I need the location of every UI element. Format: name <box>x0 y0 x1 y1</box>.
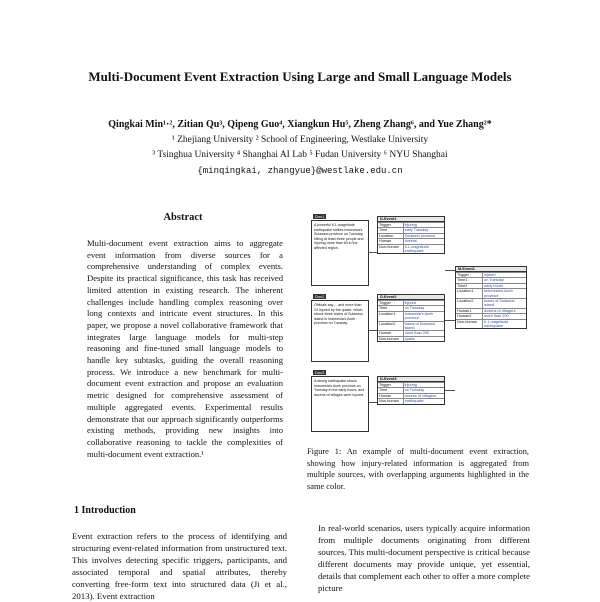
event-argument: quake <box>403 336 444 341</box>
contact-email: {minqingkai, zhangyue}@westlake.edu.cn <box>197 166 403 176</box>
event-role: Human <box>378 393 403 398</box>
document-box: A strong earthquake struck Indonesia's Aceh province on Tuesday in the early hours, and dozens of villages were injured. <box>311 376 369 432</box>
figure-caption: Figure 1: An example of multi-document event extraction, showing how injury-related information is aggregated from multiple sources, with overlapping arguments highlighted in the same color. <box>307 447 529 491</box>
event-role: Trigger <box>378 223 403 228</box>
event-role: Human <box>378 239 403 244</box>
event-argument: dozens of villagers <box>483 308 526 313</box>
document-box: A powerful 6.1-magnitude earthquake strikes Indonesia's Sulawesi province on Tuesday, killing at least three people and injuring more than 60 in the affected region. <box>311 220 369 286</box>
event-title: M-Event1 <box>456 267 526 272</box>
event-argument: more than 200 <box>483 314 526 319</box>
event-argument: Indonesia's Aceh province <box>483 289 526 299</box>
doc-event-table <box>377 294 445 342</box>
event-role: Human2 <box>456 314 483 319</box>
arrow <box>369 402 377 403</box>
section-heading: 1 Introduction <box>74 505 136 516</box>
abstract-text: Multi-document event extraction aims to aggregate event information from diverse sources for a comprehensive understanding of complex events. Despite its practical significance, this task has received limited attention in existing research. The inherent challenges include handling complex reasoning over long contexts and intricate event structures. In this paper, we propose a novel collaborative framework that integrates large language models for multi-step reasoning and fine-tuned small language models to handle key subtasks, guiding the overall reasoning process. We introduce a new benchmark for multi-document event extraction and propose an evaluation metric designed for comprehensive assessment of multiple aggregated events. Experimental results demonstrate that our approach significantly outperforms existing methods, providing new insights into collaborative reasoning to tackle the complexities of multi-document event extraction.¹ <box>87 238 283 459</box>
event-argument: on Tuesday <box>403 388 444 393</box>
event-argument: towns of Sulawesi island <box>483 299 526 309</box>
arrow <box>369 330 377 331</box>
event-title: D-Event1 <box>378 217 444 222</box>
event-argument: early hours <box>483 283 526 288</box>
arrow <box>445 390 455 391</box>
doc-tag: Doc3 <box>315 370 325 375</box>
event-argument: injured <box>483 273 526 278</box>
event-role: Location2 <box>378 321 403 331</box>
event-role: Location <box>378 233 403 238</box>
event-argument: injuring <box>403 223 444 228</box>
event-role: Trigger <box>378 301 403 306</box>
event-role: Non-human <box>456 319 483 328</box>
event-argument: earthquake <box>403 399 444 404</box>
event-role: Trigger <box>378 383 403 388</box>
doc-tag: Doc2 <box>315 294 325 299</box>
event-argument: injured <box>403 301 444 306</box>
event-argument: on Tuesday <box>483 278 526 283</box>
right-column-text: In real-world scenarios, users typically acquire information from multiple documents originating from different sources. This multi-document perspective is critical because different documents may provide unique, yet essential, details that complement each other to offer a more complete picture <box>318 523 530 593</box>
affiliation-line-1: ¹ Zhejiang University ² School of Engineering, Westlake University <box>171 135 429 145</box>
merged-event-table <box>455 266 527 329</box>
event-role: Location1 <box>456 289 483 299</box>
arrow <box>445 270 455 271</box>
event-role: Non-human <box>378 399 403 404</box>
event-role: Time2 <box>456 283 483 288</box>
event-role: Non-human <box>378 336 403 341</box>
event-role: Non-human <box>378 244 403 253</box>
event-argument: 6.1-magnitude earthquake <box>403 244 444 253</box>
event-title: D-Event3 <box>378 377 444 382</box>
event-role: Time1 <box>456 278 483 283</box>
introduction-text: Event extraction refers to the process of identifying and structuring event-related information from unstructured text. This involves detecting specific triggers, participants, and associated temporal and spatial attributes, thereby converting free-form text into structured data (Ji et al., 2013). Event extraction <box>72 531 287 601</box>
event-role: Location2 <box>456 299 483 309</box>
doc-tag: Doc1 <box>315 214 325 219</box>
event-argument: towns of Sulawesi island <box>403 321 444 331</box>
event-argument: Indonesia's Aceh province <box>403 311 444 321</box>
event-argument: injuring <box>403 383 444 388</box>
event-role: Location1 <box>378 311 403 321</box>
affiliation-line-2: ³ Tsinghua University ⁴ Shanghai AI Lab ⁵ Fudan University ⁶ NYU Shanghai <box>152 150 448 160</box>
event-role: Time <box>378 306 403 311</box>
event-argument: on Tuesday <box>403 306 444 311</box>
event-role: Time <box>378 388 403 393</box>
doc-event-table <box>377 376 445 405</box>
event-argument: early Tuesday <box>403 228 444 233</box>
paper-title: Multi-Document Event Extraction Using Large and Small Language Models <box>88 69 512 84</box>
event-role: Trigger <box>456 273 483 278</box>
event-argument: more than 200 <box>403 331 444 336</box>
event-argument: dozens <box>403 239 444 244</box>
abstract-heading: Abstract <box>163 212 203 223</box>
event-argument: dozens of villagers <box>403 393 444 398</box>
event-role: Time <box>378 228 403 233</box>
figure-1 <box>305 210 545 440</box>
arrow <box>445 320 455 321</box>
doc-event-table <box>377 216 445 254</box>
event-role: Human1 <box>456 308 483 313</box>
event-argument: 6.1-magnitude earthquake <box>483 319 526 328</box>
event-role: Human <box>378 331 403 336</box>
event-title: D-Event2 <box>378 295 444 300</box>
document-box: Officials say ... and more than 24 injured by the quake, which struck three towns of Sulawesi island in Indonesia's Aceh province on Tuesday. <box>311 300 369 362</box>
event-argument: Sulawesi province <box>403 233 444 238</box>
author-list: Qingkai Min¹·², Zitian Qu³, Qipeng Guo⁴, Xiangkun Hu⁵, Zheng Zhang⁶, and Yue Zhang²* <box>108 119 492 130</box>
arrow <box>369 252 377 253</box>
